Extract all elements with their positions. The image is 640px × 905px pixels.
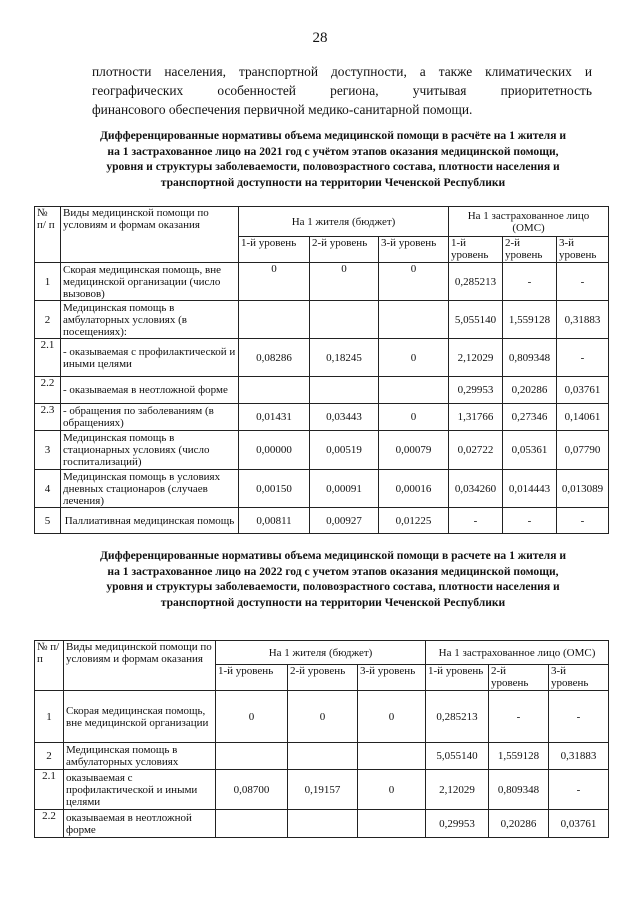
cell-value: - (549, 691, 609, 743)
cell-value: 0,01225 (379, 508, 449, 534)
cell-value (310, 301, 379, 339)
row-name: - оказываемая с профилактической и иными целями (61, 339, 239, 377)
cell-value: 0,00927 (310, 508, 379, 534)
table2-heading: Дифференцированные нормативы объема медицинской помощи в расчете на 1 жителя и на 1 застрахованное лицо на 2022 год с учетом этапов оказания медицинской помощи, уровня и структуры заболеваемости, половозрастного состава, плотности населения и транспортной доступности на территории Чеченской Республики (99, 549, 567, 609)
cell-value: 0,03761 (557, 377, 609, 404)
cell-value: 0,00811 (239, 508, 310, 534)
cell-value: 0,31883 (549, 743, 609, 770)
cell-value (288, 810, 358, 838)
header-level: 3-й уровень (557, 237, 609, 263)
cell-value: 0 (288, 691, 358, 743)
header-level: 1-й уровень (216, 665, 288, 691)
row-name: - оказываемая в неотложной форме (61, 377, 239, 404)
intro-line: плотности населения, транспортной доступности, а также климатических и (92, 64, 592, 79)
cell-value: 0,29953 (426, 810, 489, 838)
cell-value: 0,01431 (239, 404, 310, 431)
row-name: Паллиативная медицинская помощь (61, 508, 239, 534)
cell-value: 0,00150 (239, 470, 310, 508)
cell-value: - (503, 263, 557, 301)
page-number: 28 (312, 30, 328, 46)
row-name: Медицинская помощь в условиях дневных стационаров (случаев лечения) (61, 470, 239, 508)
cell-value (310, 377, 379, 404)
header-level: 1-й уровень (239, 237, 310, 263)
cell-value: 0,013089 (557, 470, 609, 508)
cell-value: 0,20286 (489, 810, 549, 838)
cell-value: - (489, 691, 549, 743)
header-budget: На 1 жителя (бюджет) (239, 207, 449, 237)
cell-value (239, 377, 310, 404)
table-row (35, 404, 609, 431)
cell-value (239, 301, 310, 339)
cell-value: 0,809348 (503, 339, 557, 377)
header-level: 2-й уровень (489, 665, 549, 691)
cell-value: 0,285213 (426, 691, 489, 743)
cell-value: 0,14061 (557, 404, 609, 431)
header-level: 3-й уровень (379, 237, 449, 263)
cell-value: 0,07790 (557, 431, 609, 470)
cell-value: 1,559128 (503, 301, 557, 339)
row-num: 2 (35, 301, 61, 339)
row-num: 1 (35, 691, 64, 743)
table-row (35, 263, 609, 301)
cell-value: 0,00079 (379, 431, 449, 470)
row-num: 1 (35, 263, 61, 301)
cell-value (216, 810, 288, 838)
intro-paragraph (92, 62, 592, 119)
cell-value: 0,20286 (503, 377, 557, 404)
header-kinds: Виды медицинской помощи по условиям и формам оказания (61, 207, 239, 263)
cell-value: 2,12029 (449, 339, 503, 377)
row-name: оказываемая в неотложной форме (64, 810, 216, 838)
cell-value: 0 (379, 339, 449, 377)
row-num: 2.1 (35, 770, 64, 810)
table-row (35, 508, 609, 534)
table-row (35, 470, 609, 508)
header-level: 2-й уровень (310, 237, 379, 263)
cell-value (379, 377, 449, 404)
cell-value: 2,12029 (426, 770, 489, 810)
cell-value: - (449, 508, 503, 534)
cell-value: - (549, 770, 609, 810)
table-row (35, 339, 609, 377)
cell-value: 0,00091 (310, 470, 379, 508)
cell-value: 5,055140 (426, 743, 489, 770)
header-level: 2-й уровень (288, 665, 358, 691)
row-num: 2.2 (35, 377, 61, 404)
row-num: 5 (35, 508, 61, 534)
cell-value: 0,00519 (310, 431, 379, 470)
row-num: 4 (35, 470, 61, 508)
cell-value: 0 (239, 263, 310, 301)
cell-value: 1,559128 (489, 743, 549, 770)
table1 (34, 206, 609, 534)
row-name: - обращения по заболеваниям (в обращениях) (61, 404, 239, 431)
header-level: 3-й уровень (549, 665, 609, 691)
intro-line: географических особенностей региона, учитывая приоритетность (92, 83, 592, 98)
table-row (35, 301, 609, 339)
cell-value: - (557, 263, 609, 301)
cell-value: 0,809348 (489, 770, 549, 810)
row-name: Скорая медицинская помощь, вне медицинской организации (число вызовов) (61, 263, 239, 301)
header-level: 2-й уровень (503, 237, 557, 263)
cell-value: 5,055140 (449, 301, 503, 339)
table-row (35, 691, 609, 743)
header-num: № п/ п (35, 207, 61, 263)
table-row (35, 377, 609, 404)
cell-value: 0,034260 (449, 470, 503, 508)
cell-value: 0,08700 (216, 770, 288, 810)
cell-value (379, 301, 449, 339)
cell-value: 0,03443 (310, 404, 379, 431)
header-level: 3-й уровень (358, 665, 426, 691)
header-level: 1-й уровень (426, 665, 489, 691)
row-name: Медицинская помощь в стационарных условиях (число госпитализаций) (61, 431, 239, 470)
cell-value: 0,285213 (449, 263, 503, 301)
row-name: Медицинская помощь в амбулаторных условиях (в посещениях): (61, 301, 239, 339)
cell-value: 0 (358, 770, 426, 810)
row-num: 2 (35, 743, 64, 770)
row-name: Медицинская помощь в амбулаторных условиях (64, 743, 216, 770)
header-oms: На 1 застрахованное лицо (ОМС) (426, 641, 609, 665)
cell-value: 0,05361 (503, 431, 557, 470)
header-budget: На 1 жителя (бюджет) (216, 641, 426, 665)
cell-value: 0,08286 (239, 339, 310, 377)
row-name: оказываемая с профилактической и иными целями (64, 770, 216, 810)
cell-value: 0 (379, 263, 449, 301)
cell-value (288, 743, 358, 770)
header-num: № п/ п (35, 641, 64, 691)
header-level: 1-й уровень (449, 237, 503, 263)
cell-value: 0,29953 (449, 377, 503, 404)
table-row (35, 431, 609, 470)
cell-value (358, 810, 426, 838)
cell-value: - (557, 339, 609, 377)
cell-value (358, 743, 426, 770)
cell-value: 0,19157 (288, 770, 358, 810)
cell-value: 1,31766 (449, 404, 503, 431)
row-name: Скорая медицинская помощь, вне медицинской организации (64, 691, 216, 743)
table-row (35, 743, 609, 770)
cell-value: 0,00016 (379, 470, 449, 508)
table-row (35, 810, 609, 838)
cell-value: 0,02722 (449, 431, 503, 470)
cell-value (216, 743, 288, 770)
table2 (34, 640, 609, 838)
cell-value: 0 (216, 691, 288, 743)
cell-value: 0 (379, 404, 449, 431)
cell-value: 0,27346 (503, 404, 557, 431)
row-num: 2.1 (35, 339, 61, 377)
table-row (35, 770, 609, 810)
cell-value: 0,31883 (557, 301, 609, 339)
cell-value: 0 (358, 691, 426, 743)
cell-value: - (503, 508, 557, 534)
header-oms: На 1 застрахованное лицо (ОМС) (449, 207, 609, 237)
cell-value: 0,18245 (310, 339, 379, 377)
cell-value: 0 (310, 263, 379, 301)
header-kinds: Виды медицинской помощи по условиям и формам оказания (64, 641, 216, 691)
row-num: 3 (35, 431, 61, 470)
intro-line: финансового обеспечения первичной медико-санитарной помощи. (92, 102, 473, 117)
cell-value: - (557, 508, 609, 534)
cell-value: 0,03761 (549, 810, 609, 838)
table1-heading: Дифференцированные нормативы объема медицинской помощи в расчёте на 1 жителя и на 1 застрахованное лицо на 2021 год с учётом этапов оказания медицинской помощи, уровня и структуры заболеваемости, половозрастного состава, плотности населения и транспортной доступности на территории Чеченской Республики (99, 129, 567, 189)
cell-value: 0,014443 (503, 470, 557, 508)
row-num: 2.2 (35, 810, 64, 838)
row-num: 2.3 (35, 404, 61, 431)
cell-value: 0,00000 (239, 431, 310, 470)
